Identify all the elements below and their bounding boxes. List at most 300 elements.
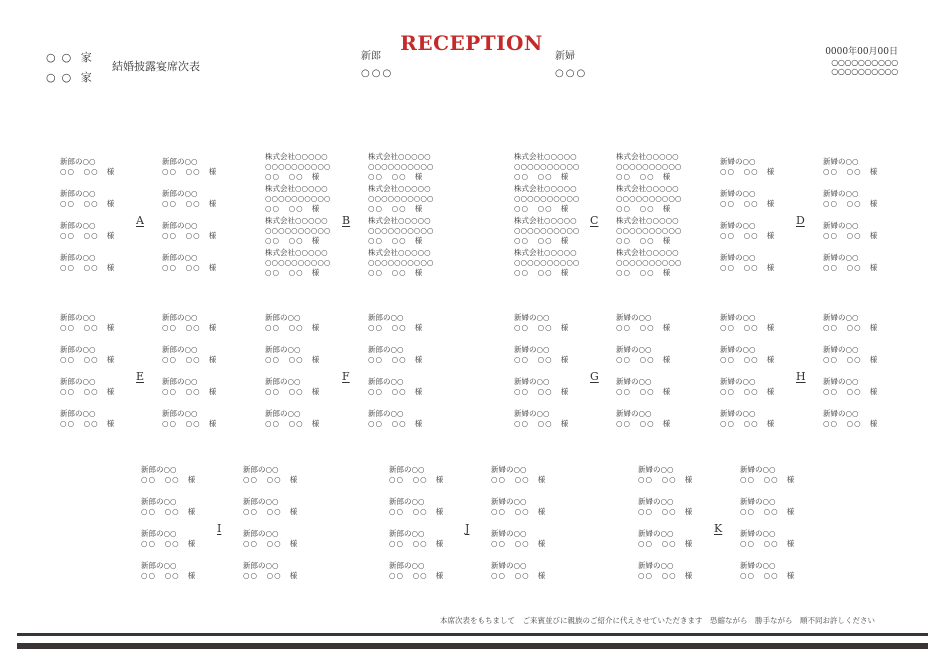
honorific: 様 xyxy=(106,419,115,428)
table-label: C xyxy=(590,214,599,227)
honorific: 様 xyxy=(786,475,795,484)
guest-name: ○○ ○○ xyxy=(491,475,530,484)
honorific: 様 xyxy=(786,507,795,516)
honorific: 様 xyxy=(311,236,320,245)
seat-entry xyxy=(491,561,545,581)
seat-entry xyxy=(368,184,433,214)
seat-entry xyxy=(60,221,114,241)
seat-relation: 新婦の○○ xyxy=(823,313,859,322)
seat-relation: 新郎の○○ xyxy=(243,465,279,474)
seat-entry xyxy=(265,152,330,182)
seat-relation: 新郎の○○ xyxy=(60,189,96,198)
seat-entry xyxy=(514,345,568,365)
seat-entry xyxy=(616,345,670,365)
footer-rule-thin xyxy=(17,633,928,636)
guest-name: ○○ ○○ xyxy=(823,323,862,332)
seat-relation: 新婦の○○ xyxy=(616,345,652,354)
honorific: 様 xyxy=(106,199,115,208)
guest-name: ○○ ○○ xyxy=(616,387,655,396)
seat-relation: 新郎の○○ xyxy=(162,377,198,386)
guest-name: ○○ ○○ xyxy=(265,387,304,396)
groom-role: 新郎 xyxy=(361,51,381,62)
honorific: 様 xyxy=(187,539,196,548)
guest-name: ○○ ○○ xyxy=(368,419,407,428)
honorific: 様 xyxy=(208,355,217,364)
seat-relation: 株式会社○○○○○ xyxy=(265,248,328,257)
honorific: 様 xyxy=(766,199,775,208)
seat-relation: 新婦の○○ xyxy=(638,497,674,506)
seat-relation: 株式会社○○○○○ xyxy=(368,248,431,257)
seat-relation: 新郎の○○ xyxy=(60,253,96,262)
honorific: 様 xyxy=(311,204,320,213)
seat-entry xyxy=(638,465,692,485)
seat-entry xyxy=(514,377,568,397)
guest-name: ○○ ○○ xyxy=(720,231,759,240)
guest-name: ○○ ○○ xyxy=(368,387,407,396)
seat-relation: 新郎の○○ xyxy=(265,409,301,418)
seat-entry xyxy=(720,345,774,365)
seat-relation: 新婦の○○ xyxy=(720,345,756,354)
seat-entry xyxy=(491,497,545,517)
seat-department: ○○○○○○○○○○ xyxy=(265,162,331,171)
guest-name: ○○ ○○ xyxy=(720,387,759,396)
honorific: 様 xyxy=(311,419,320,428)
honorific: 様 xyxy=(435,507,444,516)
seat-entry xyxy=(740,497,794,517)
seat-entry xyxy=(60,189,114,209)
guest-name: ○○ ○○ xyxy=(265,419,304,428)
honorific: 様 xyxy=(662,268,671,277)
date-block xyxy=(808,47,898,76)
guest-name: ○○ ○○ xyxy=(141,571,180,580)
honorific: 様 xyxy=(208,167,217,176)
seat-entry xyxy=(740,561,794,581)
seat-relation: 新郎の○○ xyxy=(162,409,198,418)
guest-name: ○○ ○○ xyxy=(60,231,99,240)
seat-entry xyxy=(243,529,297,549)
honorific: 様 xyxy=(106,355,115,364)
guest-name: ○○ ○○ xyxy=(60,323,99,332)
guest-name: ○○ ○○ xyxy=(514,323,553,332)
guest-name: ○○ ○○ xyxy=(720,355,759,364)
seat-department: ○○○○○○○○○○ xyxy=(616,258,682,267)
seat-department: ○○○○○○○○○○ xyxy=(265,194,331,203)
seat-entry xyxy=(389,529,443,549)
honorific: 様 xyxy=(106,231,115,240)
honorific: 様 xyxy=(869,199,878,208)
guest-name: ○○ ○○ xyxy=(243,475,282,484)
guest-name: ○○ ○○ xyxy=(823,231,862,240)
guest-name: ○○ ○○ xyxy=(720,199,759,208)
seat-department: ○○○○○○○○○○ xyxy=(265,226,331,235)
seat-entry xyxy=(265,216,330,246)
seat-entry xyxy=(491,465,545,485)
venue-line-2: ○○○○○○○○○○ xyxy=(831,67,898,76)
honorific: 様 xyxy=(537,507,546,516)
guest-name: ○○ ○○ xyxy=(389,571,428,580)
guest-name: ○○ ○○ xyxy=(823,419,862,428)
seat-entry xyxy=(162,377,216,397)
guest-name: ○○ ○○ xyxy=(162,263,201,272)
seat-entry xyxy=(243,497,297,517)
honorific: 様 xyxy=(869,263,878,272)
table-label: H xyxy=(796,370,806,383)
seat-entry xyxy=(60,157,114,177)
seat-relation: 新郎の○○ xyxy=(265,377,301,386)
guest-name: ○○ ○○ xyxy=(638,571,677,580)
guest-name: ○○ ○○ xyxy=(638,507,677,516)
seat-entry xyxy=(514,152,579,182)
guest-name: ○○ ○○ xyxy=(720,263,759,272)
honorific: 様 xyxy=(662,355,671,364)
guest-name: ○○ ○○ xyxy=(265,268,304,277)
guest-name: ○○ ○○ xyxy=(243,571,282,580)
honorific: 様 xyxy=(208,263,217,272)
seat-entry xyxy=(514,248,579,278)
seat-relation: 新婦の○○ xyxy=(491,561,527,570)
seat-relation: 新郎の○○ xyxy=(60,157,96,166)
seat-entry xyxy=(141,465,195,485)
guest-name: ○○ ○○ xyxy=(616,355,655,364)
honorific: 様 xyxy=(106,387,115,396)
seat-entry xyxy=(60,253,114,273)
guest-name: ○○ ○○ xyxy=(720,419,759,428)
seat-relation: 新郎の○○ xyxy=(60,221,96,230)
honorific: 様 xyxy=(537,571,546,580)
seat-relation: 新郎の○○ xyxy=(368,345,404,354)
guest-name: ○○ ○○ xyxy=(60,263,99,272)
honorific: 様 xyxy=(289,475,298,484)
seat-department: ○○○○○○○○○○ xyxy=(368,258,434,267)
seat-relation: 新婦の○○ xyxy=(514,313,550,322)
guest-name: ○○ ○○ xyxy=(823,387,862,396)
guest-name: ○○ ○○ xyxy=(514,419,553,428)
seat-relation: 新郎の○○ xyxy=(389,497,425,506)
seat-relation: 新婦の○○ xyxy=(720,409,756,418)
seat-entry xyxy=(368,216,433,246)
seat-relation: 新郎の○○ xyxy=(389,465,425,474)
seat-relation: 株式会社○○○○○ xyxy=(265,216,328,225)
document-title: 結婚披露宴席次表 xyxy=(112,60,200,73)
seat-department: ○○○○○○○○○○ xyxy=(265,258,331,267)
seat-entry xyxy=(823,345,877,365)
guest-name: ○○ ○○ xyxy=(514,355,553,364)
honorific: 様 xyxy=(187,507,196,516)
seat-relation: 新婦の○○ xyxy=(720,377,756,386)
seat-relation: 新婦の○○ xyxy=(616,377,652,386)
seat-entry xyxy=(720,189,774,209)
seat-relation: 新婦の○○ xyxy=(740,465,776,474)
seat-entry xyxy=(141,529,195,549)
guest-name: ○○ ○○ xyxy=(60,419,99,428)
guest-name: ○○ ○○ xyxy=(616,236,655,245)
honorific: 様 xyxy=(414,268,423,277)
seat-relation: 新郎の○○ xyxy=(389,561,425,570)
seat-entry xyxy=(514,409,568,429)
seat-relation: 新婦の○○ xyxy=(491,465,527,474)
honorific: 様 xyxy=(560,387,569,396)
honorific: 様 xyxy=(208,199,217,208)
seat-entry xyxy=(740,465,794,485)
guest-name: ○○ ○○ xyxy=(265,323,304,332)
guest-name: ○○ ○○ xyxy=(514,236,553,245)
guest-name: ○○ ○○ xyxy=(368,355,407,364)
seat-department: ○○○○○○○○○○ xyxy=(514,226,580,235)
seat-relation: 新郎の○○ xyxy=(162,189,198,198)
guest-name: ○○ ○○ xyxy=(162,167,201,176)
honorific: 様 xyxy=(414,355,423,364)
seat-entry xyxy=(141,497,195,517)
guest-name: ○○ ○○ xyxy=(514,172,553,181)
footer-note: 本席次表をもちまして ご来賓並びに親族のご紹介に代えさせていただきます 恐縮ながら 勝手ながら 順不同お許しください xyxy=(440,616,875,625)
seat-relation: 新婦の○○ xyxy=(823,221,859,230)
guest-name: ○○ ○○ xyxy=(162,231,201,240)
guest-name: ○○ ○○ xyxy=(823,167,862,176)
seat-department: ○○○○○○○○○○ xyxy=(616,226,682,235)
seat-department: ○○○○○○○○○○ xyxy=(368,194,434,203)
seat-entry xyxy=(638,561,692,581)
honorific: 様 xyxy=(311,323,320,332)
seat-entry xyxy=(265,248,330,278)
honorific: 様 xyxy=(662,172,671,181)
honorific: 様 xyxy=(289,571,298,580)
seat-relation: 株式会社○○○○○ xyxy=(265,152,328,161)
seat-entry xyxy=(720,253,774,273)
seat-relation: 新郎の○○ xyxy=(162,253,198,262)
table-label: K xyxy=(714,522,723,535)
honorific: 様 xyxy=(311,355,320,364)
honorific: 様 xyxy=(560,323,569,332)
seat-entry xyxy=(823,253,877,273)
honorific: 様 xyxy=(435,475,444,484)
honorific: 様 xyxy=(208,387,217,396)
seat-entry xyxy=(740,529,794,549)
seat-relation: 新婦の○○ xyxy=(720,189,756,198)
honorific: 様 xyxy=(869,167,878,176)
seat-entry xyxy=(514,216,579,246)
seat-relation: 新郎の○○ xyxy=(389,529,425,538)
seat-entry xyxy=(389,465,443,485)
seat-department: ○○○○○○○○○○ xyxy=(616,194,682,203)
seat-relation: 新婦の○○ xyxy=(823,253,859,262)
honorific: 様 xyxy=(662,419,671,428)
seat-relation: 新婦の○○ xyxy=(638,465,674,474)
guest-name: ○○ ○○ xyxy=(740,539,779,548)
guest-name: ○○ ○○ xyxy=(823,199,862,208)
seat-entry xyxy=(265,313,319,333)
bride-name: ○○○ xyxy=(555,68,588,79)
seat-entry xyxy=(720,221,774,241)
seat-entry xyxy=(638,497,692,517)
seat-entry xyxy=(616,377,670,397)
seat-relation: 新婦の○○ xyxy=(823,189,859,198)
guest-name: ○○ ○○ xyxy=(720,167,759,176)
table-label: B xyxy=(342,214,351,227)
table-label: A xyxy=(136,214,144,227)
seat-relation: 株式会社○○○○○ xyxy=(514,152,577,161)
seat-entry xyxy=(162,221,216,241)
seat-relation: 新郎の○○ xyxy=(243,561,279,570)
seat-relation: 新婦の○○ xyxy=(740,561,776,570)
seat-relation: 新郎の○○ xyxy=(60,409,96,418)
seat-entry xyxy=(616,409,670,429)
seat-entry xyxy=(60,345,114,365)
table-label: I xyxy=(217,522,222,535)
seat-entry xyxy=(616,313,670,333)
seat-entry xyxy=(616,248,681,278)
seat-relation: 新婦の○○ xyxy=(823,377,859,386)
guest-name: ○○ ○○ xyxy=(389,539,428,548)
honorific: 様 xyxy=(311,172,320,181)
seat-entry xyxy=(243,561,297,581)
groom-info xyxy=(361,50,393,80)
guest-name: ○○ ○○ xyxy=(491,571,530,580)
guest-name: ○○ ○○ xyxy=(368,323,407,332)
honorific: 様 xyxy=(414,387,423,396)
guest-name: ○○ ○○ xyxy=(514,268,553,277)
family-suffix: 家 xyxy=(80,71,92,84)
guest-name: ○○ ○○ xyxy=(740,571,779,580)
guest-name: ○○ ○○ xyxy=(823,263,862,272)
seat-department: ○○○○○○○○○○ xyxy=(514,258,580,267)
honorific: 様 xyxy=(684,571,693,580)
honorific: 様 xyxy=(766,355,775,364)
honorific: 様 xyxy=(208,231,217,240)
guest-name: ○○ ○○ xyxy=(162,387,201,396)
seat-relation: 新婦の○○ xyxy=(720,313,756,322)
seat-relation: 新郎の○○ xyxy=(60,345,96,354)
table-label: D xyxy=(796,214,805,227)
seat-relation: 新郎の○○ xyxy=(60,377,96,386)
seat-entry xyxy=(368,313,422,333)
seat-entry xyxy=(616,184,681,214)
family-circles: ○○ xyxy=(46,71,78,84)
honorific: 様 xyxy=(289,507,298,516)
seat-relation: 新郎の○○ xyxy=(162,157,198,166)
seat-entry xyxy=(368,248,433,278)
guest-name: ○○ ○○ xyxy=(265,204,304,213)
seat-entry xyxy=(823,189,877,209)
seat-entry xyxy=(823,221,877,241)
table-label: J xyxy=(465,522,470,535)
seat-entry xyxy=(720,157,774,177)
honorific: 様 xyxy=(766,263,775,272)
seat-entry xyxy=(368,345,422,365)
seat-relation: 新郎の○○ xyxy=(243,529,279,538)
honorific: 様 xyxy=(662,387,671,396)
seat-entry xyxy=(491,529,545,549)
seat-entry xyxy=(265,377,319,397)
bride-role: 新婦 xyxy=(555,51,575,62)
guest-name: ○○ ○○ xyxy=(60,199,99,208)
guest-name: ○○ ○○ xyxy=(616,172,655,181)
honorific: 様 xyxy=(208,323,217,332)
seat-entry xyxy=(823,377,877,397)
family-row-2 xyxy=(46,68,92,88)
venue-line-1: ○○○○○○○○○○ xyxy=(831,58,898,67)
honorific: 様 xyxy=(662,323,671,332)
honorific: 様 xyxy=(435,571,444,580)
honorific: 様 xyxy=(560,355,569,364)
seat-entry xyxy=(368,409,422,429)
guest-name: ○○ ○○ xyxy=(720,323,759,332)
family-suffix: 家 xyxy=(80,51,92,64)
seat-relation: 新郎の○○ xyxy=(243,497,279,506)
honorific: 様 xyxy=(560,172,569,181)
seat-entry xyxy=(162,157,216,177)
guest-name: ○○ ○○ xyxy=(162,355,201,364)
honorific: 様 xyxy=(869,323,878,332)
honorific: 様 xyxy=(766,231,775,240)
seat-department: ○○○○○○○○○○ xyxy=(368,226,434,235)
honorific: 様 xyxy=(311,268,320,277)
seat-relation: 新郎の○○ xyxy=(162,313,198,322)
honorific: 様 xyxy=(766,323,775,332)
seat-entry xyxy=(265,345,319,365)
guest-name: ○○ ○○ xyxy=(389,475,428,484)
honorific: 様 xyxy=(766,419,775,428)
guest-name: ○○ ○○ xyxy=(243,539,282,548)
seat-relation: 新郎の○○ xyxy=(141,529,177,538)
seat-relation: 新郎の○○ xyxy=(141,497,177,506)
seat-relation: 株式会社○○○○○ xyxy=(368,152,431,161)
seat-entry xyxy=(60,377,114,397)
honorific: 様 xyxy=(414,204,423,213)
seat-relation: 新婦の○○ xyxy=(491,497,527,506)
seat-relation: 株式会社○○○○○ xyxy=(265,184,328,193)
honorific: 様 xyxy=(560,419,569,428)
seat-entry xyxy=(368,377,422,397)
seat-entry xyxy=(638,529,692,549)
seat-relation: 株式会社○○○○○ xyxy=(368,184,431,193)
seat-entry xyxy=(60,409,114,429)
guest-name: ○○ ○○ xyxy=(141,539,180,548)
seat-relation: 新郎の○○ xyxy=(368,409,404,418)
seat-entry xyxy=(823,157,877,177)
honorific: 様 xyxy=(662,204,671,213)
seat-relation: 新郎の○○ xyxy=(368,377,404,386)
honorific: 様 xyxy=(537,539,546,548)
seat-relation: 新婦の○○ xyxy=(514,377,550,386)
honorific: 様 xyxy=(289,539,298,548)
honorific: 様 xyxy=(662,236,671,245)
seat-department: ○○○○○○○○○○ xyxy=(514,194,580,203)
date-text: 0000年00月00日 xyxy=(825,47,898,57)
seat-entry xyxy=(162,189,216,209)
seat-entry xyxy=(720,313,774,333)
guest-name: ○○ ○○ xyxy=(616,268,655,277)
seat-relation: 新婦の○○ xyxy=(638,529,674,538)
seat-relation: 新婦の○○ xyxy=(514,409,550,418)
seat-relation: 新婦の○○ xyxy=(740,529,776,538)
table-label: G xyxy=(590,370,599,383)
guest-name: ○○ ○○ xyxy=(141,507,180,516)
guest-name: ○○ ○○ xyxy=(638,539,677,548)
seat-entry xyxy=(265,409,319,429)
guest-name: ○○ ○○ xyxy=(616,323,655,332)
guest-name: ○○ ○○ xyxy=(514,387,553,396)
guest-name: ○○ ○○ xyxy=(823,355,862,364)
honorific: 様 xyxy=(560,236,569,245)
seat-relation: 新婦の○○ xyxy=(823,157,859,166)
honorific: 様 xyxy=(766,167,775,176)
seat-relation: 株式会社○○○○○ xyxy=(616,216,679,225)
honorific: 様 xyxy=(187,571,196,580)
guest-name: ○○ ○○ xyxy=(60,167,99,176)
honorific: 様 xyxy=(537,475,546,484)
seat-entry xyxy=(243,465,297,485)
honorific: 様 xyxy=(106,323,115,332)
